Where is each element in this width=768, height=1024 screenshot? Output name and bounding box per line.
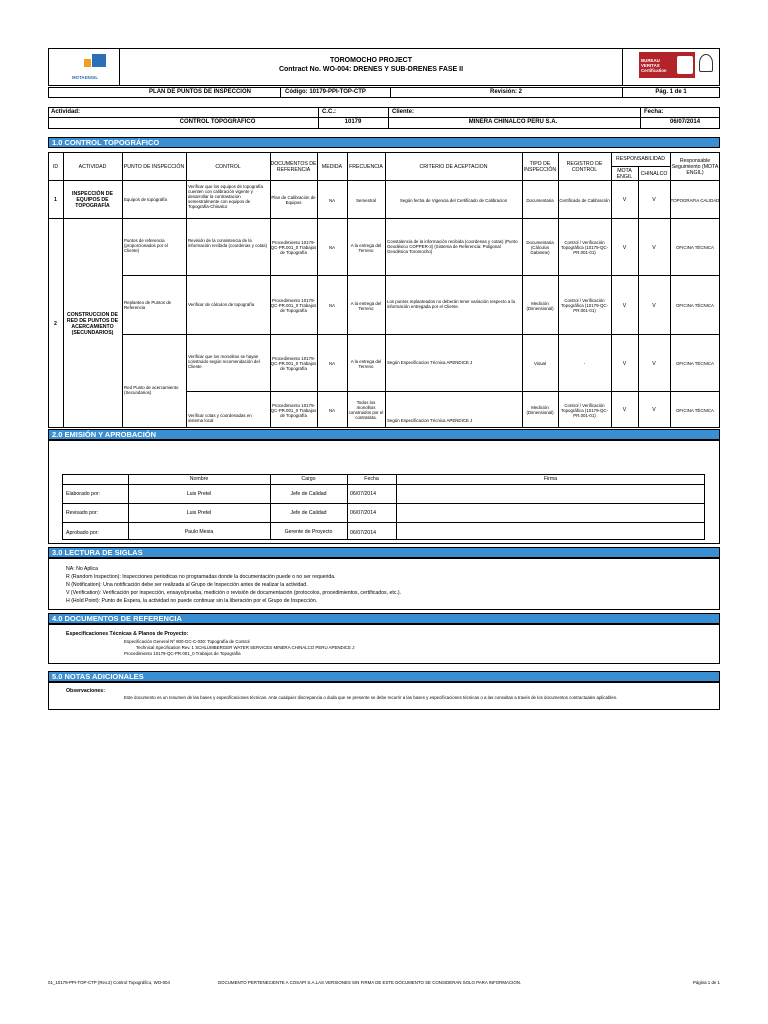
row2d-chinalco: V (652, 407, 656, 413)
row2d-medida: NA (328, 407, 336, 413)
row2b-punto: Replanteo de Puntos de Referencia (124, 300, 172, 310)
col-control: CONTROL (215, 163, 241, 170)
col-id: ID (52, 163, 59, 170)
approval-header-fecha: Fecha (364, 476, 379, 482)
row2a-responsable: OFICINA TÉCNICA (676, 245, 714, 250)
row2b-criterio: Los puntos replanteados no deberán tener variación respecto a la información entregada por el Cliente. (387, 299, 515, 309)
notes-heading: Observaciones: (66, 688, 105, 694)
contract-subtitle: Contract No. WO-004: DRENES Y SUB-DRENES FASE II (278, 66, 464, 73)
row2d-responsable: OFICINA TÉCNICA (676, 407, 714, 413)
cliente-value: MINERA CHINALCO PERU S.A. (468, 119, 558, 125)
col-responsable: Responsable Seguimiento (MOTA ENGIL) (671, 157, 719, 176)
cc-value: 10179 (344, 119, 362, 125)
row2c-medida: NA (328, 361, 336, 366)
row2a-punto: Puntos de referencia (proporcionados por el Cliente) (124, 238, 168, 253)
fecha-label: Fecha: (644, 109, 664, 115)
sigla-na: NA: No Aplica (66, 566, 99, 572)
revisado-cargo: Jefe de Calidad (290, 510, 327, 516)
footer-center: DOCUMENTO PERTENECIENTE A COSAPI S.A.LAS VERSIONES SIN FIRMA DE ESTE DOCUMENTO SE CONSIDERAN SOLO PARA INFORMACION. (218, 980, 522, 985)
col-documentos: DOCUMENTOS DE REFERENCIA (270, 160, 317, 173)
col-actividad: ACTIVIDAD (78, 163, 107, 170)
doc-page: Pág. 1 de 1 (655, 89, 687, 95)
footer-right: Página 1 de 1 (692, 980, 720, 985)
row1-frecuencia: Semestral (356, 197, 376, 203)
document-line-2: Technical Specification Rev. 1 SCHLUMBERGER WATER SERVICES MINERA CHINALCO PERU APENDICE J (136, 645, 355, 650)
row2b-control: Verificar de cálculos de topografía (188, 302, 255, 307)
row1-registro: Certificado de Calibración (559, 197, 610, 203)
row1-tipo: Documentaria (526, 197, 554, 203)
sigla-h: H (Hold Point): Punto de Espera, la actividad no puede continuar sin la liberación por el Grupo de Inspección. (66, 598, 318, 604)
doc-code: Código: 10179-PPI-TOP-CTP (285, 89, 366, 95)
revisado-label: Revisado por: (66, 510, 99, 516)
aprobado-label: Aprobado por: (66, 530, 99, 536)
row2b-frecuencia: A la entrega del Terreno (350, 300, 382, 311)
row2a-tipo: Documentaria (Cálculos Gabinete) (526, 240, 554, 255)
actividad-value: CONTROL TOPOGRÁFICO (179, 119, 256, 125)
row2a-medida: NA (328, 245, 336, 250)
row2b-registro: Control / Verificación Topográfica (10179-QC-PR.001-01) (560, 298, 609, 313)
project-title: TOROMOCHO PROJECT (330, 57, 412, 64)
row2-id: 2 (54, 320, 57, 327)
document-line-1: Especificación General Nº 800-GC-C-030: Topografía de Control (124, 639, 250, 644)
row1-mota: V (622, 197, 627, 203)
row2-actividad: CONSTRUCCION DE RED DE PUNTOS DE ACERCAMIENTO (SECUNDARIOS) (66, 311, 119, 336)
row2d-control: Verificar cotas y coordenadas en sistema local (188, 413, 252, 423)
col-punto: PUNTO DE INSPECCIÓN (123, 163, 185, 170)
row1-medida: NA (328, 197, 336, 203)
col-medida: MEDIDA (321, 163, 343, 170)
company-logo (84, 54, 106, 72)
row2c-criterio: Según Especificacion Técnica APENDICE J (387, 360, 473, 365)
row2a-criterio: Constalencia de la información recibida (coordenas y cotas) (Punto Geodésico COPPER-3) (Sistema de Referencia: Poligonal Geodésica Toromocho) (387, 239, 518, 254)
fecha-value: 06/07/2014 (670, 119, 701, 125)
row2a-documentos: Procedimiento 10179-QC-PR.001_0 Trabajos de Topografía (270, 240, 317, 255)
revisado-nombre: Luis Pretel (186, 510, 212, 516)
row2d-frecuencia: Todos los monolitos construidos por el contratista. (348, 400, 384, 420)
sigla-n: N (Notification): Una notificación debe ser realizada al Grupo de Inspección antes de realizar la actividad. (66, 582, 308, 588)
documents-heading: Especificaciones Técnicas & Planos de Proyecto: (66, 631, 189, 637)
row2c-documentos: Procedimiento 10179-QC-PR.001_0 Trabajos de Topografía (270, 356, 317, 371)
aprobado-cargo: Gerente de Proyecto (284, 528, 333, 535)
row2d-tipo: Medición (Dimensional) (526, 405, 554, 415)
row2c-registro: - (583, 361, 586, 366)
row2c-mota: V (622, 360, 627, 367)
document-line-3: Procedimiento 10179-QC-PR.001_0 Trabajos de Topografía (124, 651, 241, 656)
row2b-medida: NA (328, 303, 336, 308)
plan-title: PLAN DE PUNTOS DE INSPECCION (149, 89, 251, 95)
row2b-chinalco: V (652, 302, 656, 309)
row2d-mota: V (622, 407, 627, 413)
sigla-r: R (Random Inspection): Inspecciones periodicas no programadas donde la documentación puede o no ser requerida. (66, 574, 336, 580)
documents-box (48, 624, 720, 664)
col-registro: REGISTRO DE CONTROL (566, 160, 603, 173)
row2a-frecuencia: A la entrega del Terreno (350, 242, 382, 253)
iso-badge-icon (699, 54, 713, 72)
col-criterio: CRITERIO DE ACEPTACION (419, 163, 488, 170)
row1-punto: Equipos de topografía (124, 197, 167, 202)
cc-label: C.C.: (322, 109, 336, 115)
section-2-title: 2.0 EMISIÓN Y APROBACIÓN (48, 429, 720, 440)
sigla-v: V (Verification): Verificación por inspección, ensayo/prueba, medición o revisión de documentación (protocolos, procedimientos, certificados, etc.). (66, 590, 402, 596)
approval-header-nombre: Nombre (189, 476, 209, 482)
notes-text: Este documento es un resumen de las bases y especificaciones técnicas. Ante cualquier discrepancia o duda que se presente se debe recurrir a las bases y especificaciones técnicas o a las consultas a través de los documentos contractuales aplicables. (124, 695, 618, 700)
logo-text: MOTAENGIL (72, 75, 99, 80)
actividad-label: Actividad: (51, 109, 81, 115)
row2b-responsable: OFICINA TÉCNICA (676, 303, 714, 308)
certification-logo: BUREAU VERITAS Certification (639, 52, 695, 78)
row2d-registro: Control / Verificación Topográfica (10179-QC-PR.001-01) (560, 402, 609, 418)
footer-left: 01_10179-PPI-TOP-CTP (Rev.2) Control Topográfico, WO-004 (48, 980, 170, 985)
row2a-control: Revisión de la consistencia de la información recibida (coordenas y cotas) (188, 238, 268, 248)
section-1-title: 1.0 CONTROL TOPOGRÁFICO (48, 137, 720, 148)
row2d-criterio: Según Especificacion Técnica APENDICE J (387, 418, 473, 423)
approval-header-cargo: Cargo (301, 476, 316, 482)
row2c-control: Verificar que los monolitos se hayan construido según recomendación del Cliente (188, 354, 260, 369)
section-3-title: 3.0 LECTURA DE SIGLAS (48, 547, 720, 558)
col-chinalco: CHINALCO (640, 170, 668, 177)
doc-revision: Revisión: 2 (489, 89, 522, 95)
row2c-frecuencia: A la entrega del Terreno (350, 358, 382, 369)
elaborado-label: Elaborado por: (66, 491, 101, 497)
elaborado-nombre: Luis Pretel (186, 491, 212, 497)
row1-criterio: Según fecha de Vigencia del Certificado de Calibracion (399, 197, 508, 203)
row2b-tipo: Medición (Dimensional) (526, 300, 554, 311)
row2a-registro: Control / Verificación Topográfica (10179-QC-PR.001-01) (560, 240, 609, 255)
cliente-label: Cliente: (392, 109, 415, 115)
elaborado-fecha: 06/07/2014 (350, 491, 376, 497)
col-responsabilidad: RESPONSABILIDAD (615, 156, 665, 162)
row2c-chinalco: V (652, 360, 656, 367)
col-frecuencia: FRECUENCIA (349, 163, 383, 170)
aprobado-nombre: Paulo Mesia (184, 528, 214, 535)
row2a-chinalco: V (652, 244, 656, 251)
row1-id: 1 (54, 197, 57, 203)
col-mota: MOTA ENGIL (616, 167, 633, 180)
section-5-title: 5.0 NOTAS ADICIONALES (48, 671, 720, 682)
row1-actividad: INSPECCIÓN DE EQUIPOS DE TOPOGRAFÍA (72, 191, 113, 209)
row2a-mota: V (622, 244, 627, 251)
row2c-responsable: OFICINA TÉCNICA (676, 361, 714, 366)
row2b-mota: V (622, 302, 627, 309)
aprobado-fecha: 06/07/2014 (350, 530, 376, 536)
elaborado-cargo: Jefe de Calidad (290, 491, 327, 497)
row1-documentos: Plan de Calibración de Equipos (271, 195, 316, 205)
section-4-title: 4.0 DOCUMENTOS DE REFERENCIA (48, 613, 720, 624)
row1-responsable: TOPOGRAFIA CALIDAD (670, 197, 720, 203)
row1-chinalco: V (652, 197, 656, 203)
certification-cell (622, 48, 720, 86)
col-tipo: TIPO DE INSPECCIÓN (523, 160, 557, 173)
revisado-fecha: 06/07/2014 (350, 510, 376, 516)
logo-cell (48, 48, 120, 86)
row2b-documentos: Procedimiento 10179-QC-PR.001_0 Trabajos de Topografía (270, 298, 317, 313)
row1-control: Verificar que los equipos de topografía cuenten con calibración vigente y desarrollar la contrastacion semestralmente con equipos de Topografía-Chinalco (188, 184, 263, 209)
row2cd-punto: Red Punto de acercamiento (Secundarios) (124, 385, 179, 395)
approval-header-firma: Firma (543, 476, 558, 482)
row2d-documentos: Procedimiento 10179-QC-PR.001_0 Trabajos de Topografía (270, 402, 317, 418)
row2c-tipo: Visual (534, 361, 546, 366)
